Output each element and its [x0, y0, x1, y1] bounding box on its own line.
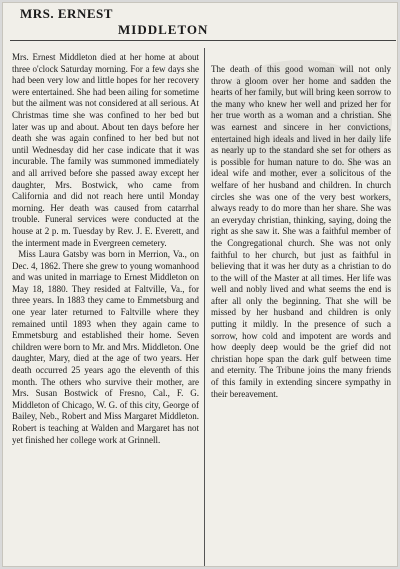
obituary-title-line1: MRS. ERNEST [20, 6, 113, 21]
newspaper-clipping [2, 2, 398, 567]
column-divider [204, 48, 205, 566]
left-column-text: Mrs. Ernest Middleton died at her home at about three o'clock Saturday morning. For a few days she had been very low and little hopes for her recovery were entertained. She had been ailing for sometime but the ailment was not considered at all serious. At Christmas time she was confined to her bed but later was up and about. About ten days before her death she was again confined to her bed but not until Wednesday did her case indicate that it was incurable. The family was summoned immediately and all arrived before she passed away except her daughter, Mrs. Bostwick, who came from California and did not reach here until Monday morning. Her death was caused from catarrhal trouble. Funeral services were conducted at the house at 2 p. m. Tuesday by Rev. J. E. Everett, and the interment made in Evergreen cemetery. Miss Laura Gatsby was born in Merrion, Va., on Dec. 4, 1862. There she grew to young womanhood and was united in marriage to Ernest Middleton on May 18, 1880. They resided at Faltville, Va., for three years. In 1883 they came to Emmetsburg and one year later returned to Faltville where they remained until 1893 when they again came to Emmetsburg and established their home. Seven children were born to Mr. and Mrs. Middleton. One daughter, Mary, died at the age of two years. Her death occurred 25 years ago the eleventh of this month. The others who survive their mother, are Mrs. Susan Bostwick of Fresno, Cal., F. G. Middleton of Chicago, W. G. of this city, George of Bailey, Neb., Robert and Miss Margaret Middleton. Robert is teaching at Walden and Margaret has not yet finished her college work at Grinnell. [12, 52, 199, 445]
print-smudge [210, 60, 392, 180]
obituary-title-line2: MIDDLETON [118, 22, 209, 37]
top-rule [10, 40, 396, 41]
right-column-text: The death of this good woman will not only throw a gloom over her home and sadden the hearts of her family, but will bring keen sorrow to the many who knew her well and prized her for her true worth as a woman and a christian. She was earnest and sincere in her convictions, entertained high ideals and lived in her daily life as nearly up to the standard she set for others as is possible for human nature to do. She was an ideal wife and mother, ever a solicitous of the welfare of her husband and children. In church circles she was one of the very best workers, always ready to do more than her share. She was an everyday christian, thinking, saying, doing the right as she saw it. She was a faithful member of the Congregational church. She was not only faithful to her church, but just as faithful in believing that it was her duty as a christian to do to the will of the Master at all times. Her life was well and nobly lived and what seems the end is after all only the beginning. That she will be missed by her husband and children is only putting it mildly. In the presence of such a sorrow, how cold and impotent are words and how deeply deep would be the grief did not christian hope span the dark gulf between time and eternity. The Tribune joins the many friends of this family in extending sincere sympathy in their bereavement. [211, 64, 394, 399]
